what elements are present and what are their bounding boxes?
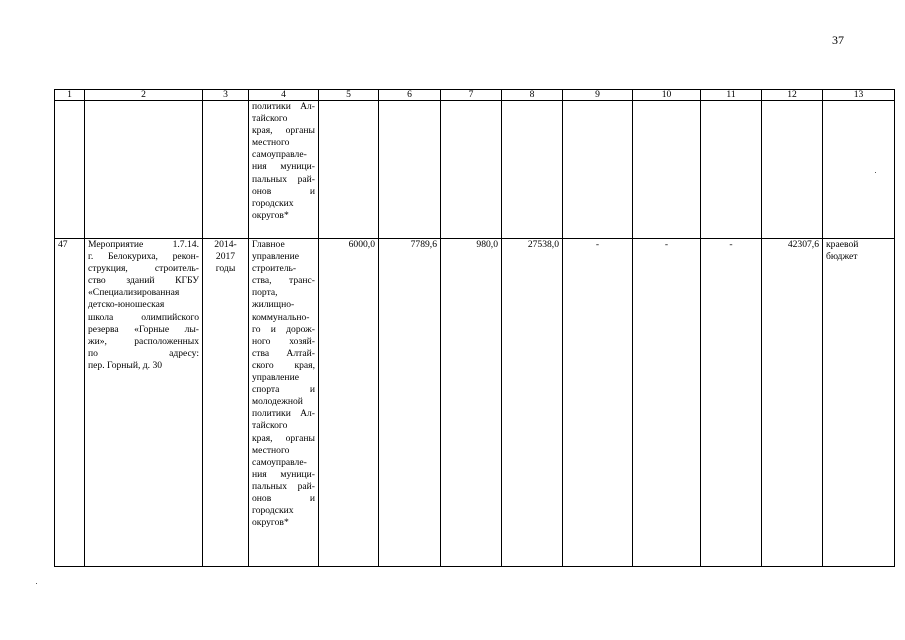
header-cell: 12 — [762, 90, 823, 101]
text-line: ства, транс- — [252, 275, 315, 287]
row-number: 47 — [55, 239, 85, 567]
text-line: ство зданий КГБУ — [88, 275, 199, 287]
text-line: коммунально- — [252, 311, 310, 323]
value-cell: 7789,6 — [379, 239, 441, 567]
text-line: пальных рай- — [252, 173, 315, 185]
text-line: ния муници- — [252, 468, 315, 480]
text-line: ского края, — [252, 359, 315, 371]
value-cell: 6000,0 — [319, 239, 379, 567]
continuation-row — [55, 101, 895, 239]
header-cell: 2 — [85, 90, 203, 101]
header-cell: 3 — [203, 90, 249, 101]
text-line: политики Ал- — [252, 408, 315, 420]
text-line: 2017 — [215, 251, 236, 263]
header-cell: 11 — [701, 90, 762, 101]
line-list — [826, 239, 891, 263]
line-list — [206, 239, 245, 275]
header-cell: 1 — [55, 90, 85, 101]
text-line: строитель- — [252, 263, 297, 275]
event-cell — [85, 239, 203, 567]
text-line: местного — [252, 444, 290, 456]
text-line: края, органы — [252, 125, 315, 137]
text-line: порта, — [252, 287, 278, 299]
text-line: молодежной — [252, 396, 303, 408]
text-line: ного хозяй- — [252, 335, 315, 347]
header-cell: 5 — [319, 90, 379, 101]
period-cell — [203, 239, 249, 567]
text-line: самоуправле- — [252, 456, 307, 468]
value-cell: 980,0 — [441, 239, 502, 567]
value-cell: - — [701, 239, 762, 567]
text-line: ния муници- — [252, 161, 315, 173]
header-cell: 10 — [633, 90, 701, 101]
value-cell: - — [563, 239, 633, 567]
header-cell: 8 — [502, 90, 563, 101]
source-cell — [823, 239, 895, 567]
text-line: 2014- — [214, 239, 237, 250]
text-line: городских — [252, 197, 294, 209]
header-cell: 6 — [379, 90, 441, 101]
text-line: Главное — [252, 239, 285, 250]
text-line: управление — [252, 251, 299, 263]
text-line: округов* — [252, 209, 289, 221]
executor-cell — [249, 239, 319, 567]
text-line: го и дорож- — [252, 323, 315, 335]
scan-speck — [36, 583, 37, 584]
scan-speck — [875, 172, 876, 173]
text-line: резерва «Горные лы- — [88, 323, 199, 335]
text-line: «Специализированная — [88, 287, 180, 299]
text-line: пер. Горный, д. 30 — [88, 359, 163, 371]
column-number-row — [55, 90, 895, 101]
program-table — [54, 89, 895, 567]
text-line: ства Алтай- — [252, 347, 315, 359]
header-cell: 9 — [563, 90, 633, 101]
table-row — [55, 239, 895, 567]
executor-cell — [249, 101, 319, 239]
text-line: самоуправле- — [252, 149, 307, 161]
line-list — [88, 239, 199, 372]
text-line: онов и — [252, 185, 315, 197]
header-cell: 4 — [249, 90, 319, 101]
value-cell: 27538,0 — [502, 239, 563, 567]
text-line: по адресу: — [88, 347, 199, 359]
text-line: пальных рай- — [252, 480, 315, 492]
text-line: годы — [215, 263, 236, 275]
text-line: тайского — [252, 113, 288, 125]
text-line: спорта и — [252, 384, 315, 396]
header-cell: 7 — [441, 90, 502, 101]
text-line: жилищно- — [252, 299, 295, 311]
text-line: Мероприятие 1.7.14. — [88, 239, 199, 250]
value-cell: - — [633, 239, 701, 567]
text-line: бюджет — [826, 251, 858, 263]
page-number: 37 — [832, 33, 844, 47]
text-line: тайского — [252, 420, 288, 432]
value-cell: 42307,6 — [762, 239, 823, 567]
text-line: управление — [252, 372, 299, 384]
text-line: местного — [252, 137, 290, 149]
text-line: округов* — [252, 517, 289, 529]
text-line: школа олимпийского — [88, 311, 199, 323]
text-line: городских — [252, 505, 294, 517]
text-line: политики Ал- — [252, 101, 315, 112]
text-line: г. Белокуриха, рекон- — [88, 251, 199, 263]
header-cell: 13 — [823, 90, 895, 101]
text-line: краевой — [826, 239, 859, 250]
text-line: жи», расположенных — [88, 335, 199, 347]
line-list — [252, 239, 315, 529]
text-line: онов и — [252, 492, 315, 504]
text-line: струкция, строитель- — [88, 263, 199, 275]
text-line: детско-юношеская — [88, 299, 165, 311]
line-list — [252, 101, 315, 222]
text-line: края, органы — [252, 432, 315, 444]
